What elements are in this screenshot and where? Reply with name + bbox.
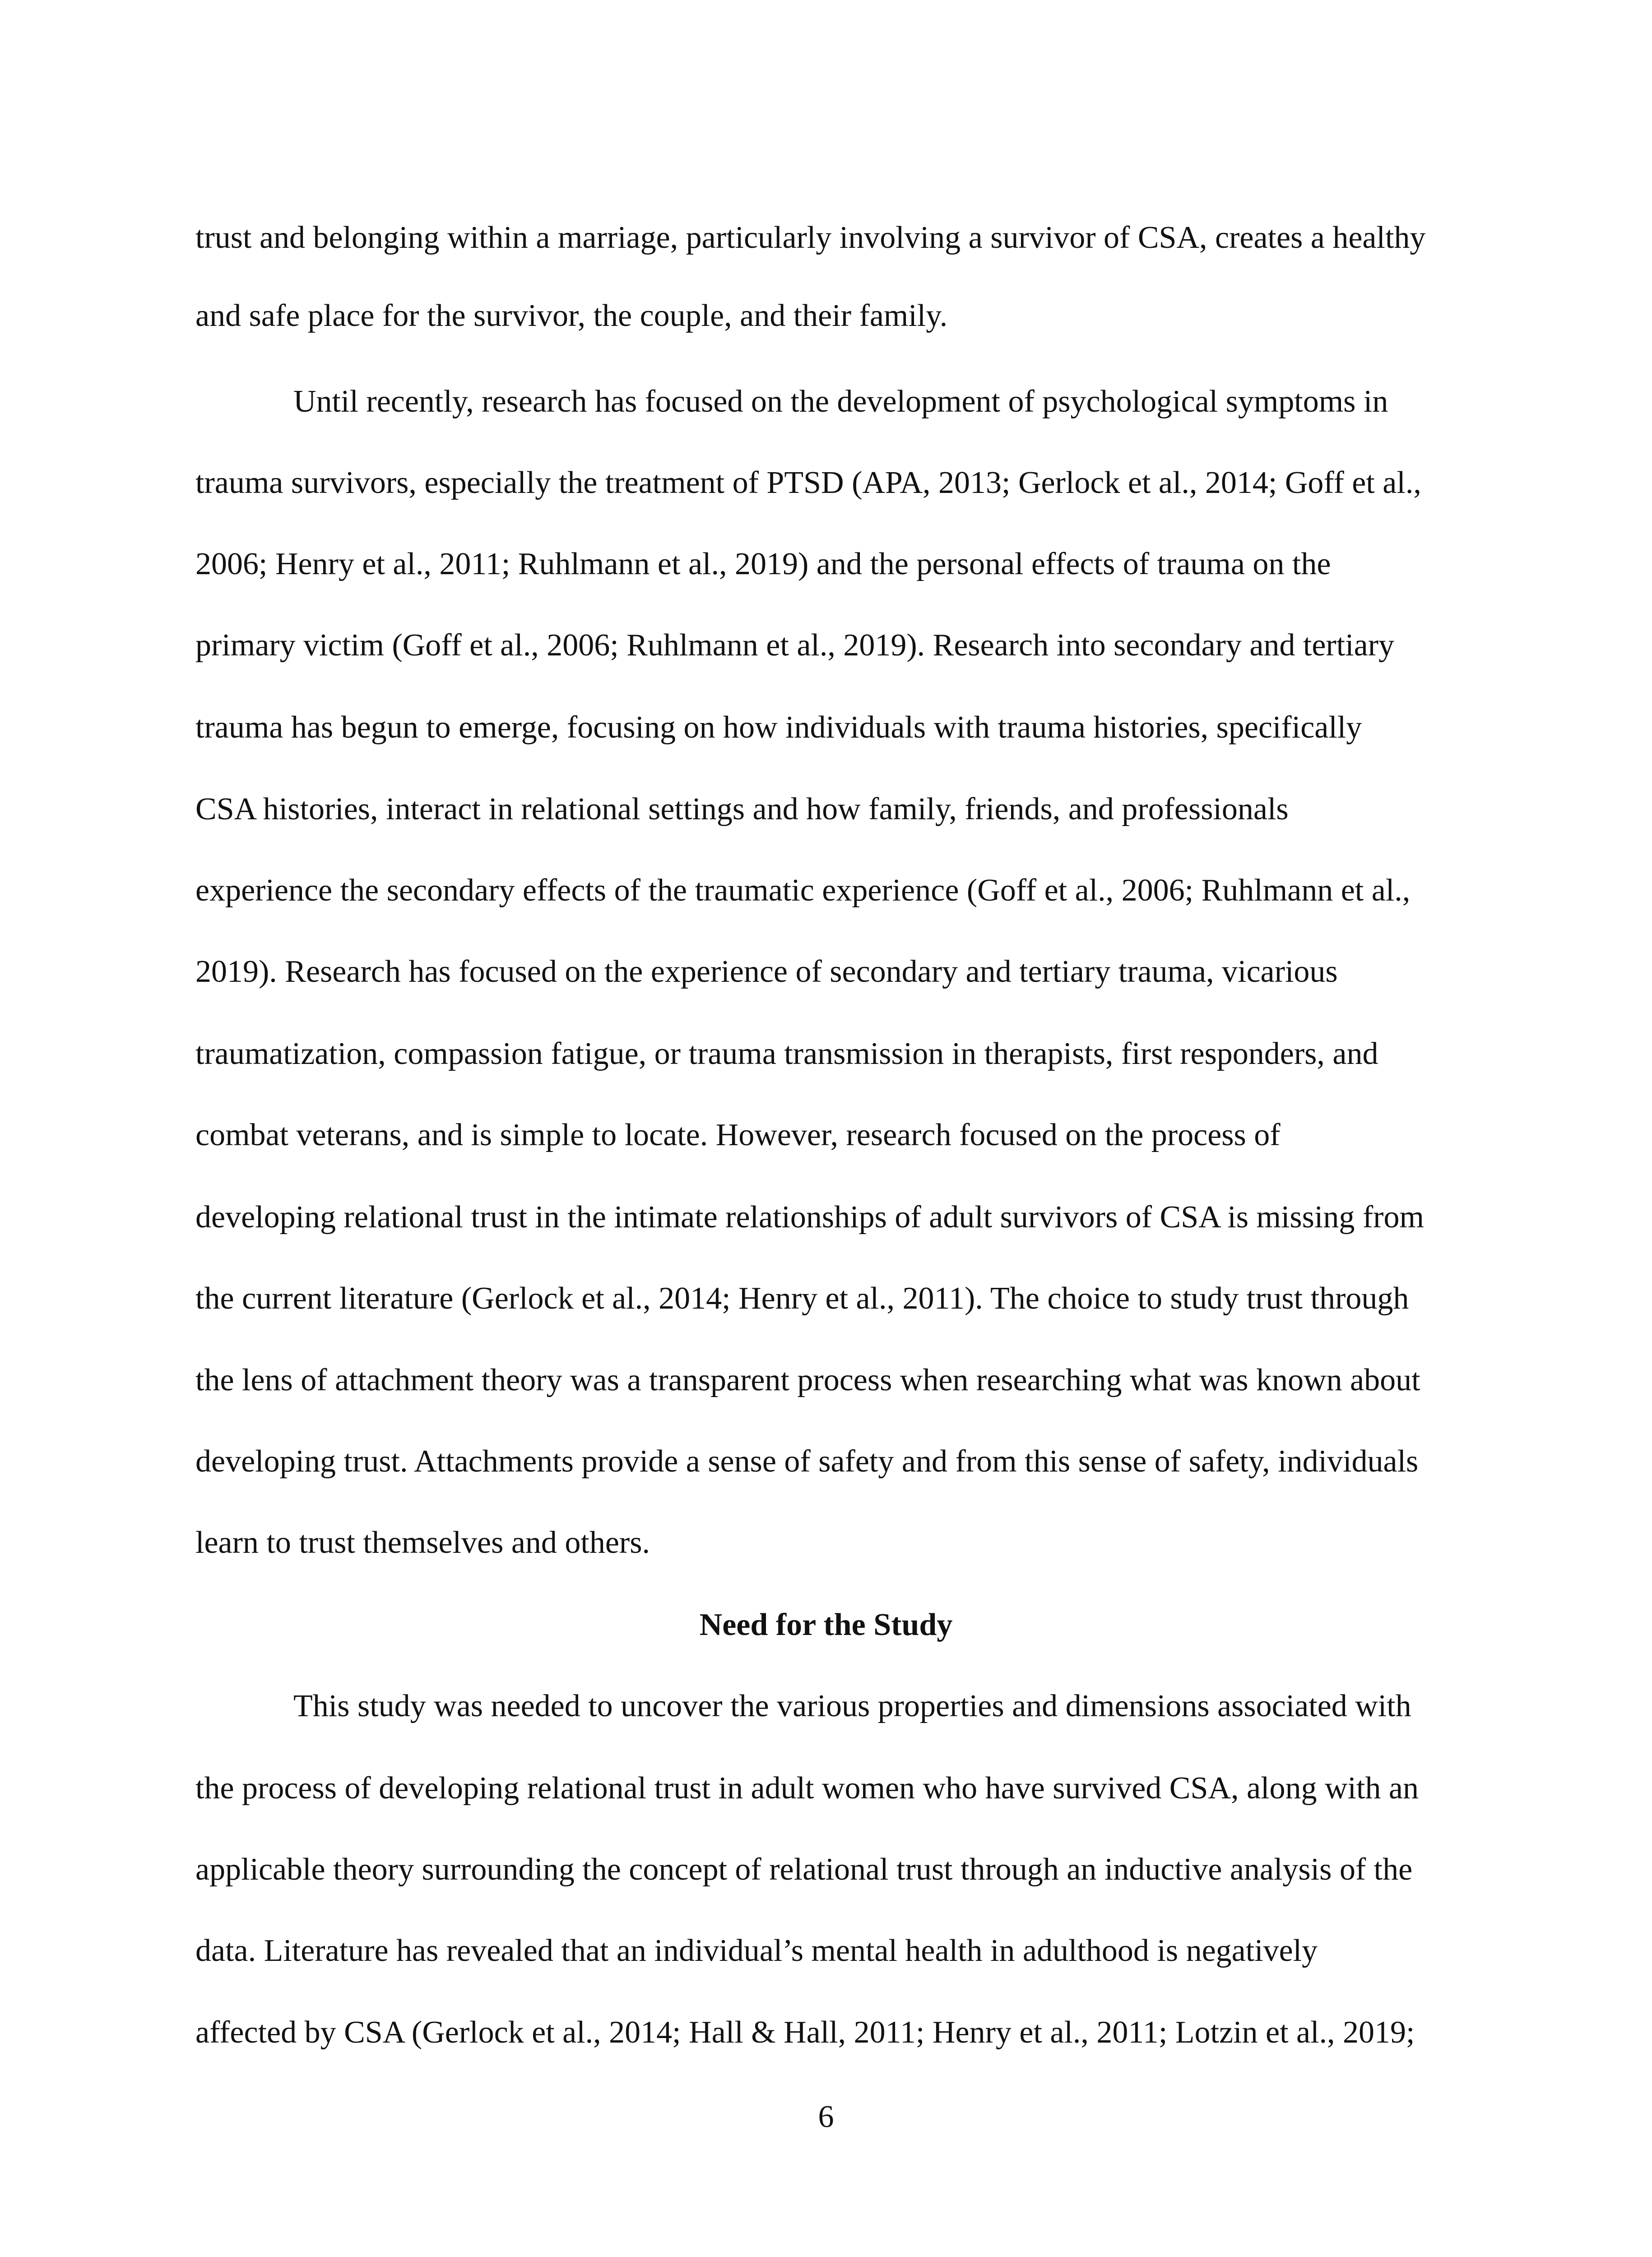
body-text-line: This study was needed to uncover the various properties and dimensions associated with [293,1689,1411,1723]
body-text-line: trust and belonging within a marriage, particularly involving a survivor of CSA, creates a healthy [195,220,1426,255]
body-text-line: developing relational trust in the intimate relationships of adult survivors of CSA is missing from [195,1200,1424,1235]
body-text-line: the current literature (Gerlock et al., 2014; Henry et al., 2011). The choice to study trust through [195,1281,1409,1316]
section-heading: Need for the Study [699,1607,953,1642]
body-text-line: 2006; Henry et al., 2011; Ruhlmann et al., 2019) and the personal effects of trauma on the [195,547,1331,581]
body-text-line: trauma has begun to emerge, focusing on how individuals with trauma histories, specifically [195,710,1362,745]
body-text-line: trauma survivors, especially the treatment of PTSD (APA, 2013; Gerlock et al., 2014; Goff et al., [195,465,1421,500]
body-text-line: developing trust. Attachments provide a sense of safety and from this sense of safety, individuals [195,1444,1419,1479]
body-text-line: combat veterans, and is simple to locate. However, research focused on the process of [195,1118,1281,1152]
page-number: 6 [818,2099,834,2134]
body-text-line: affected by CSA (Gerlock et al., 2014; Hall & Hall, 2011; Henry et al., 2011; Lotzin et al., 2019; [195,2015,1415,2050]
body-text-line: primary victim (Goff et al., 2006; Ruhlmann et al., 2019). Research into secondary and tertiary [195,628,1395,663]
body-text-line: CSA histories, interact in relational settings and how family, friends, and professionals [195,792,1289,827]
body-text-line: and safe place for the survivor, the couple, and their family. [195,298,948,333]
body-text-line: 2019). Research has focused on the experience of secondary and tertiary trauma, vicarious [195,954,1338,989]
body-text-line: the lens of attachment theory was a transparent process when researching what was known about [195,1363,1420,1398]
body-text-line: traumatization, compassion fatigue, or trauma transmission in therapists, first responders, and [195,1036,1378,1071]
body-text-line: experience the secondary effects of the traumatic experience (Goff et al., 2006; Ruhlmann et al., [195,873,1411,908]
body-text-line: the process of developing relational trust in adult women who have survived CSA, along with an [195,1771,1419,1806]
body-text-line: Until recently, research has focused on the development of psychological symptoms in [293,384,1388,419]
body-text-line: learn to trust themselves and others. [195,1525,650,1560]
body-text-line: applicable theory surrounding the concept of relational trust through an inductive analysis of the [195,1852,1413,1887]
body-text-line: data. Literature has revealed that an individual’s mental health in adulthood is negatively [195,1933,1318,1968]
